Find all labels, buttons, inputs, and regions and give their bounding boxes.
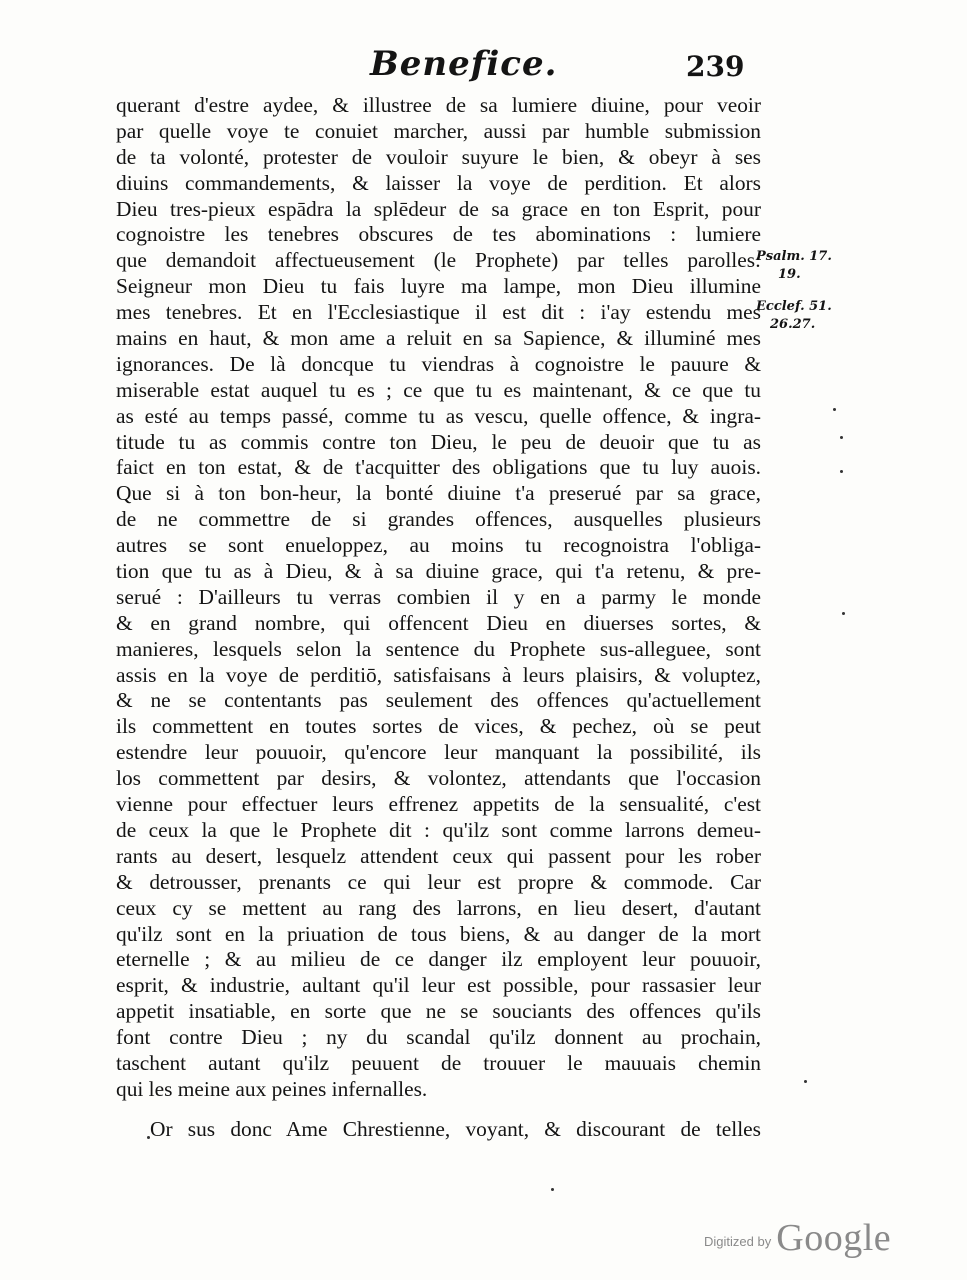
ink-speck <box>842 612 845 615</box>
text-line: de ceux la que le Prophete dit : qu'ilz sont comme larrons demeu- <box>116 817 761 842</box>
margin-note-ref: Ecclef. 51. <box>756 299 832 314</box>
text-line: & detrousser, prenants ce qui leur est propre & commode. Car <box>116 869 761 894</box>
digitized-by-google-watermark <box>704 1216 891 1260</box>
ink-speck <box>147 1136 150 1139</box>
margin-note-ref: Psalm. 17. <box>756 249 832 264</box>
ink-speck <box>840 470 843 473</box>
text-line: esprit, & industrie, aultant qu'il leur est possible, pour rassasier leur <box>116 973 761 998</box>
ink-speck <box>551 1188 554 1191</box>
digitized-label: Digitized by <box>704 1234 772 1249</box>
paragraph-gap <box>116 1103 761 1117</box>
page-number: 239 <box>686 50 745 83</box>
text-line: manieres, lesquels selon la sentence du Prophete sus-alleguee, sont <box>116 636 761 661</box>
text-line: cognoistre les tenebres obscures de tes abominations : lumiere <box>116 222 761 247</box>
text-line: titude tu as commis contre ton Dieu, le peu de deuoir que tu as <box>116 429 761 454</box>
text-line: mains en haut, & mon ame a reluit en sa Sapience, & illuminé mes <box>116 326 761 351</box>
text-line: tion que tu as à Dieu, & à sa diuine grace, qui t'a retenu, & pre- <box>116 559 761 584</box>
text-line: rants au desert, lesquelz attendent ceux qui passent pour les rober <box>116 843 761 868</box>
text-line: Que si à ton bon-heur, la bonté diuine t'a preserué par sa grace, <box>116 481 761 506</box>
running-header-title: Benefice. <box>370 44 558 84</box>
margin-note-ecclesiasticus <box>756 298 832 334</box>
text-line: los commettent par desirs, & volontez, attendants que l'occasion <box>116 766 761 791</box>
margin-note-verse: 19. <box>778 267 801 282</box>
text-line: assis en la voye de perditiō, satisfaisans à leurs plaisirs, & voluptez, <box>116 662 761 687</box>
text-line: de ta volonté, protester de vouloir suyure le bien, & obeyr à ses <box>116 144 761 169</box>
text-line: que demandoit affectueusement (le Prophete) par telles parolles: <box>116 248 761 273</box>
text-line: faict en ton estat, & de t'acquitter des obligations que tu luy auois. <box>116 455 761 480</box>
text-line: estendre leur pouuoir, qu'encore leur manquant la possibilité, ils <box>116 740 761 765</box>
body-text <box>116 93 761 1143</box>
text-line: serué : D'ailleurs tu verras combien il y en a parmy le monde <box>116 584 761 609</box>
text-line: taschent autant qu'ilz peuuent de trouuer le mauuais chemin <box>116 1050 761 1075</box>
ink-speck <box>840 436 843 439</box>
text-line: autres se sont enueloppez, au moins tu recognoistra l'obliga- <box>116 533 761 558</box>
text-line: miserable estat auquel tu es ; ce que tu es maintenant, & ce que tu <box>116 377 761 402</box>
text-line: vienne pour effectuer leurs effrenez appetits de la sensualité, c'est <box>116 792 761 817</box>
text-line: Dieu tres-pieux espādra la splēdeur de sa grace en ton Esprit, pour <box>116 196 761 221</box>
text-line: qu'ilz sont en la priuation de tous biens, & au danger de la mort <box>116 921 761 946</box>
ink-speck <box>804 1080 807 1083</box>
text-line: querant d'estre aydee, & illustree de sa lumiere diuine, pour veoir <box>116 93 761 117</box>
text-line: ceux cy se mettent au rang des larrons, en lieu desert, d'autant <box>116 895 761 920</box>
google-logo: Google <box>776 1217 892 1259</box>
text-line: de ne commettre de si grandes offences, ausquelles plusieurs <box>116 507 761 532</box>
text-line: eternelle ; & au milieu de ce danger ilz employent leur pouuoir, <box>116 947 761 972</box>
text-line: & ne se contentants pas seulement des offences qu'actuellement <box>116 688 761 713</box>
text-line: ils commettent en toutes sortes de vices, & pechez, où se peut <box>116 714 761 739</box>
ink-speck <box>833 408 836 411</box>
text-line: font contre Dieu ; ny du scandal qu'ilz donnent au prochain, <box>116 1025 761 1050</box>
text-line: qui les meine aux peines infernalles. <box>116 1076 428 1101</box>
text-line: ignorances. De là doncque tu viendras à cognoistre le pauure & <box>116 351 761 376</box>
margin-note-verse: 26.27. <box>770 317 816 332</box>
paragraph-opening-line: Or sus donc Ame Chrestienne, voyant, & discourant de telles <box>150 1116 761 1141</box>
text-line: par quelle voye te conuiet marcher, aussi par humble submission <box>116 118 761 143</box>
text-line: Seigneur mon Dieu tu fais luyre ma lampe, mon Dieu illumine <box>116 274 761 299</box>
text-line: & en grand nombre, qui offencent Dieu en diuerses sortes, & <box>116 610 761 635</box>
text-line: mes tenebres. Et en l'Ecclesiastique il est dit : i'ay estendu mes <box>116 300 761 325</box>
text-line: diuins commandements, & laisser la voye de perdition. Et alors <box>116 170 761 195</box>
text-line: as esté au temps passé, comme tu as vescu, quelle offence, & ingra- <box>116 403 761 428</box>
margin-note-psalm <box>756 248 832 284</box>
text-line: appetit insatiable, en sorte que ne se souciants des offences qu'ils <box>116 999 761 1024</box>
